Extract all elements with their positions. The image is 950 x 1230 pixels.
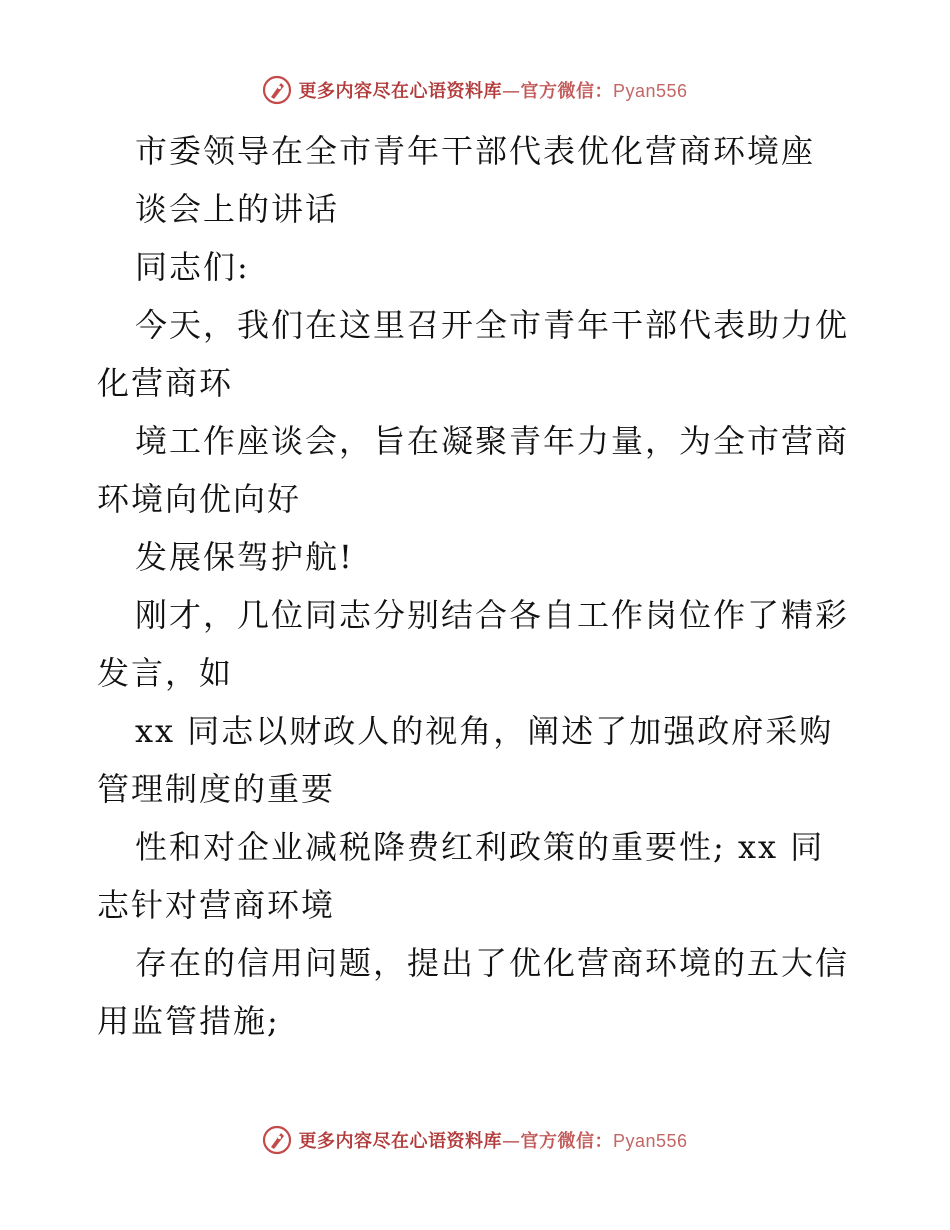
- watermark-wechat-label: 官方微信：: [520, 1131, 613, 1152]
- watermark-dash: —: [501, 1131, 521, 1152]
- document-body: [97, 122, 857, 1050]
- paragraph-line: 志针对营商环境: [97, 886, 336, 924]
- paragraph-line: 刚才，几位同志分别结合各自工作岗位作了精彩: [135, 596, 850, 634]
- pen-nib-logo-icon: [262, 1125, 292, 1155]
- paragraph-line: 发展保驾护航!: [135, 538, 354, 576]
- paragraph-line: 化营商环: [97, 364, 234, 402]
- pen-nib-logo-icon: [262, 75, 292, 105]
- watermark-dash: —: [501, 81, 521, 102]
- footer-watermark-banner: [0, 1120, 950, 1160]
- paragraph-line: 境工作座谈会，旨在凝聚青年力量，为全市营商: [135, 422, 850, 460]
- paragraph-line: 发言，如: [97, 654, 234, 692]
- header-watermark-banner: [0, 70, 950, 110]
- watermark-text: [298, 1127, 687, 1153]
- watermark-wechat-id: Pyan556: [612, 81, 688, 101]
- paragraph-line: 环境向优向好: [97, 480, 302, 518]
- watermark-main-text: 更多内容尽在心语资料库: [298, 1131, 502, 1152]
- document-title-line-1: 市委领导在全市青年干部代表优化营商环境座: [135, 132, 816, 170]
- paragraph-line: 用监管措施;: [97, 1002, 280, 1040]
- salutation: 同志们:: [135, 248, 250, 286]
- watermark-wechat-label: 官方微信：: [520, 81, 613, 102]
- document-title-line-2: 谈会上的讲话: [135, 190, 340, 228]
- paragraph-line: 存在的信用问题，提出了优化营商环境的五大信: [135, 944, 850, 982]
- watermark-main-text: 更多内容尽在心语资料库: [298, 81, 502, 102]
- watermark-text: [298, 77, 687, 103]
- paragraph-line: 性和对企业减税降费红利政策的重要性; xx 同: [135, 828, 825, 866]
- watermark-wechat-id: Pyan556: [612, 1131, 688, 1151]
- paragraph-line: 管理制度的重要: [97, 770, 336, 808]
- paragraph-line: 今天，我们在这里召开全市青年干部代表助力优: [135, 306, 850, 344]
- paragraph-line: xx 同志以财政人的视角，阐述了加强政府采购: [135, 712, 834, 750]
